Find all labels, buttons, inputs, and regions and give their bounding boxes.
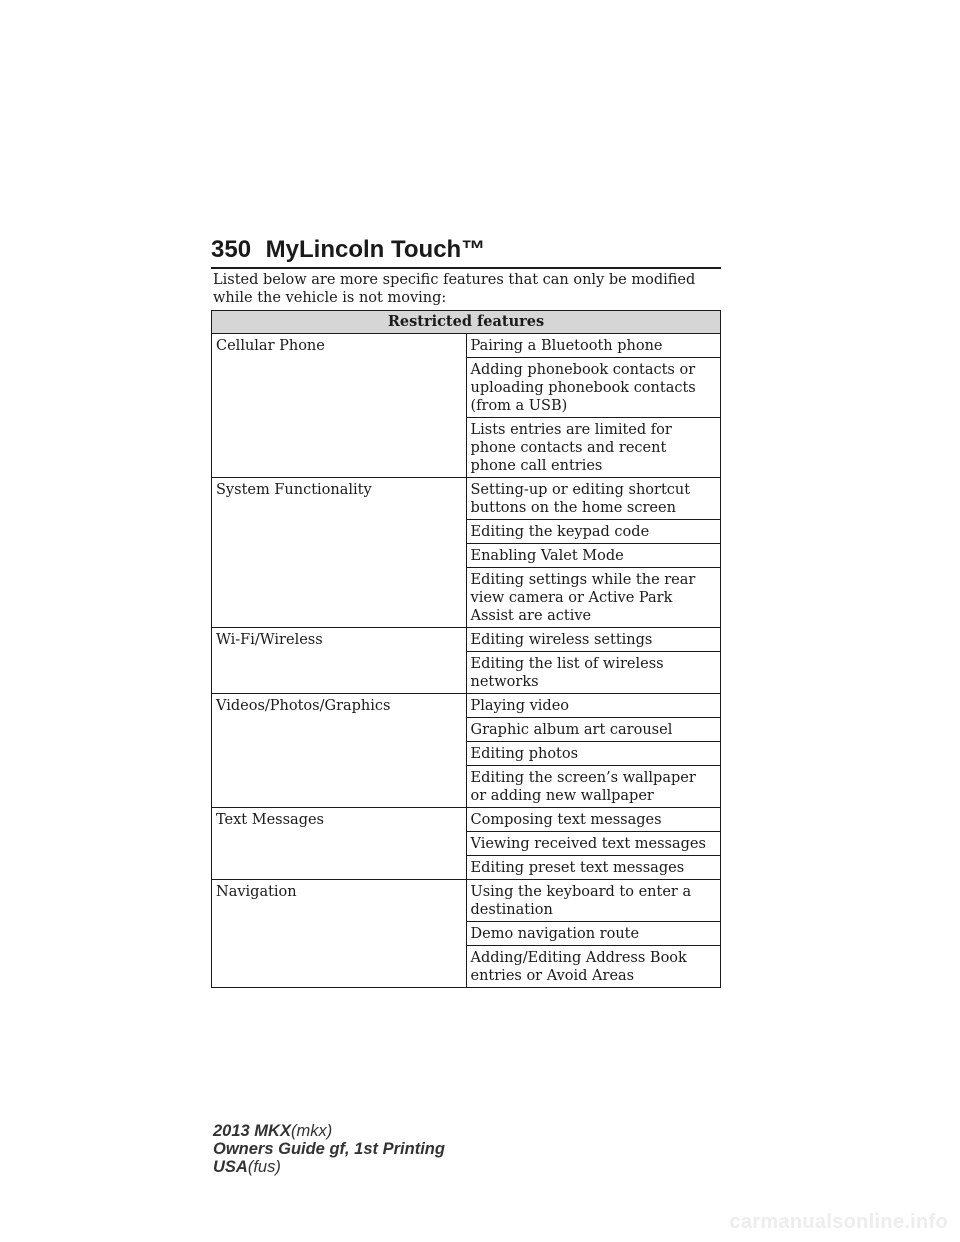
footer-guide: Owners Guide gf, 1st Printing (213, 1140, 445, 1158)
feature-cell: Pairing a Bluetooth phone (466, 334, 721, 358)
footer-region-code: (fus) (247, 1158, 281, 1176)
feature-cell: Enabling Valet Mode (466, 544, 721, 568)
feature-cell: Editing photos (466, 742, 721, 766)
table-row (212, 880, 721, 922)
feature-cell: Editing the screen’s wallpaper or adding new wallpaper (466, 766, 721, 808)
feature-cell: Editing wireless settings (466, 628, 721, 652)
document-footer (213, 1122, 445, 1176)
restricted-features-table (211, 310, 721, 988)
table-row (212, 694, 721, 718)
category-cell: Navigation (212, 880, 467, 988)
feature-cell: Using the keyboard to enter a destination (466, 880, 721, 922)
table-row (212, 628, 721, 652)
feature-cell: Composing text messages (466, 808, 721, 832)
category-cell: Text Messages (212, 808, 467, 880)
category-cell: System Functionality (212, 478, 467, 628)
table-title: Restricted features (212, 311, 721, 334)
feature-cell: Viewing received text messages (466, 832, 721, 856)
feature-cell: Setting-up or editing shortcut buttons on the home screen (466, 478, 721, 520)
category-cell: Videos/Photos/Graphics (212, 694, 467, 808)
feature-cell: Graphic album art carousel (466, 718, 721, 742)
table-row (212, 808, 721, 832)
page-number: 350 (211, 236, 252, 263)
feature-cell: Demo navigation route (466, 922, 721, 946)
feature-cell: Adding phonebook contacts or uploading phonebook contacts (from a USB) (466, 358, 721, 418)
page-header (211, 233, 721, 269)
feature-cell: Editing preset text messages (466, 856, 721, 880)
feature-cell: Lists entries are limited for phone contacts and recent phone call entries (466, 418, 721, 478)
footer-model: 2013 MKX (213, 1122, 291, 1140)
watermark: carmanualsonline.info (729, 1211, 948, 1233)
feature-cell: Editing the keypad code (466, 520, 721, 544)
intro-paragraph: Listed below are more specific features that can only be modified while the vehicle is not moving: (213, 272, 696, 306)
feature-cell: Editing settings while the rear view camera or Active Park Assist are active (466, 568, 721, 628)
footer-model-code: (mkx) (290, 1122, 333, 1140)
footer-region: USA (213, 1158, 248, 1176)
category-cell: Wi-Fi/Wireless (212, 628, 467, 694)
category-cell: Cellular Phone (212, 334, 467, 478)
section-title: MyLincoln Touch™ (265, 236, 486, 263)
feature-cell: Editing the list of wireless networks (466, 652, 721, 694)
table-row (212, 334, 721, 358)
table-row (212, 478, 721, 520)
feature-cell: Adding/Editing Address Book entries or Avoid Areas (466, 946, 721, 988)
feature-cell: Playing video (466, 694, 721, 718)
